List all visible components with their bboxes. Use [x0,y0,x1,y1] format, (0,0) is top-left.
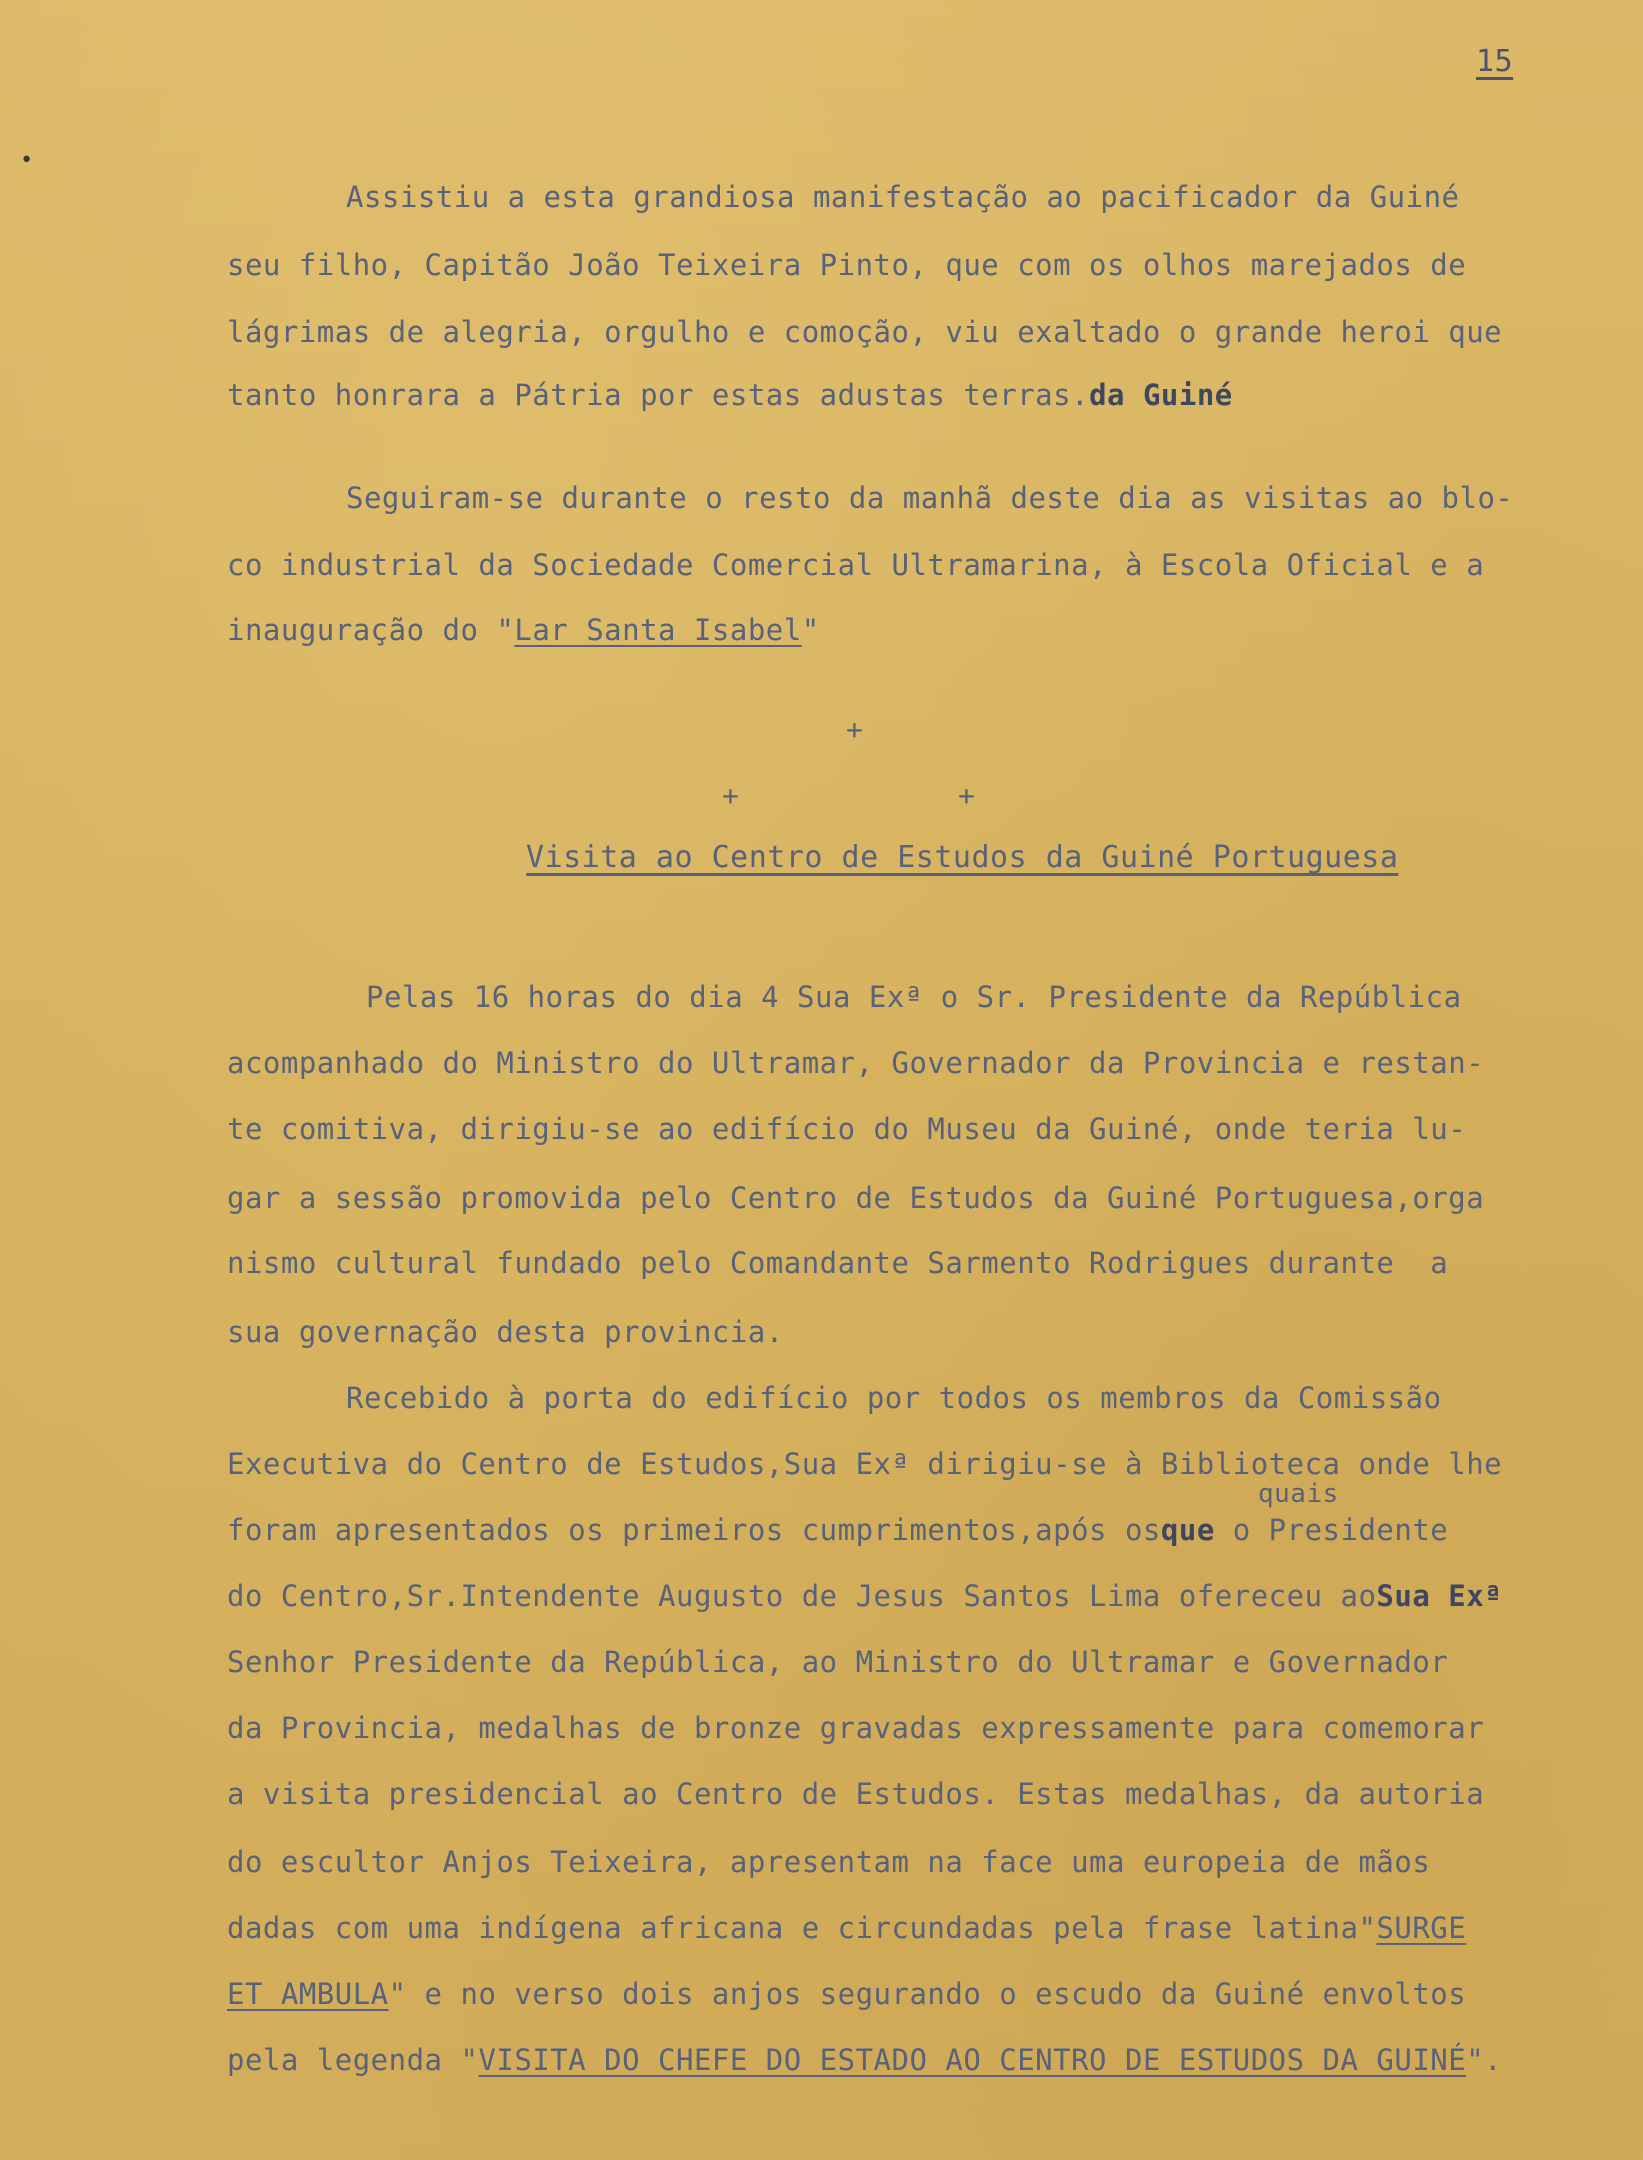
paragraph4-line3-suffix: o Presidente [1214,1513,1449,1547]
paragraph4-line10-suffix: " e no verso dois anjos segurando o escudo da Guiné envoltos [388,1977,1467,2011]
paragraph1-line4 [227,378,1233,412]
paragraph1-line3: lágrimas de alegria, orgulho e comoção, viu exaltado o grande heroi que [227,315,1503,349]
paragraph3-line4: gar a sessão promovida pelo Centro de Estudos da Guiné Portuguesa,orga [227,1181,1485,1215]
paragraph4-line11 [227,2043,1503,2077]
paragraph4-line4 [227,1579,1503,1613]
paragraph4-line2: Executiva do Centro de Estudos,Sua Exª dirigiu-se à Biblioteca onde lhe [227,1447,1503,1481]
page-number: 15 [1476,44,1514,79]
section-heading: Visita ao Centro de Estudos da Guiné Portuguesa [526,840,1399,875]
separator-cross-top: + [846,713,864,746]
latin-phrase-part2: ET AMBULA [227,1977,389,2011]
paragraph2-line3-suffix: " [801,613,820,647]
paragraph2-line2: co industrial da Sociedade Comercial Ultramarina, à Escola Oficial e a [227,548,1485,582]
margin-mark: • [20,148,34,173]
paragraph3-line2: acompanhado do Ministro do Ultramar, Governador da Provincia e restan- [227,1046,1485,1080]
paragraph4-line1: Recebido à porta do edifício por todos os membros da Comissão [346,1381,1442,1415]
paragraph1-line1: Assistiu a esta grandiosa manifestação ao pacificador da Guiné [346,180,1460,214]
paragraph4-line9-prefix: dadas com uma indígena africana e circundadas pela frase latina" [227,1911,1377,1945]
paragraph1-line4-text: tanto honrara a Pátria por estas adustas terras. [227,378,1090,412]
paragraph4-line7: a visita presidencial ao Centro de Estudos. Estas medalhas, da autoria [227,1777,1485,1811]
paragraph4-line3 [227,1513,1449,1547]
paragraph4-line8: do escultor Anjos Teixeira, apresentam na face uma europeia de mãos [227,1845,1431,1879]
latin-phrase-part1: SURGE [1376,1911,1467,1945]
struck-text: Sua Exª [1376,1579,1503,1613]
paragraph4-line11-prefix: pela legenda " [227,2043,479,2077]
paragraph4-line6: da Provincia, medalhas de bronze gravadas expressamente para comemorar [227,1711,1485,1745]
medal-legend: VISITA DO CHEFE DO ESTADO AO CENTRO DE ESTUDOS DA GUINÉ [478,2043,1467,2077]
interlinear-correction: quais [1258,1479,1339,1509]
paragraph4-line10 [227,1977,1467,2011]
paragraph3-line3: te comitiva, dirigiu-se ao edifício do Museu da Guiné, onde teria lu- [227,1112,1467,1146]
paragraph2-line3-prefix: inauguração do " [227,613,515,647]
lar-santa-isabel-title: Lar Santa Isabel [514,613,802,647]
struck-text: da Guiné [1089,378,1233,412]
paragraph4-line4-prefix: do Centro,Sr.Intendente Augusto de Jesus Santos Lima ofereceu ao [227,1579,1377,1613]
paragraph1-line2: seu filho, Capitão João Teixeira Pinto, que com os olhos marejados de [227,248,1467,282]
separator-cross-right: + [958,779,976,812]
separator-cross-left: + [722,779,740,812]
paragraph4-line3-prefix: foram apresentados os primeiros cumprimentos,após os [227,1513,1161,1547]
struck-text: que [1160,1513,1215,1547]
paragraph2-line3 [227,613,820,647]
paragraph3-line1: Pelas 16 horas do dia 4 Sua Exª o Sr. Presidente da República [366,980,1462,1014]
paragraph4-line11-suffix: ". [1466,2043,1503,2077]
paragraph4-line5: Senhor Presidente da República, ao Ministro do Ultramar e Governador [227,1645,1449,1679]
paragraph3-line5: nismo cultural fundado pelo Comandante Sarmento Rodrigues durante a [227,1246,1449,1280]
paragraph4-line9 [227,1911,1467,1945]
paragraph3-line6: sua governação desta provincia. [227,1315,784,1349]
paragraph2-line1: Seguiram-se durante o resto da manhã deste dia as visitas ao blo- [346,481,1514,515]
